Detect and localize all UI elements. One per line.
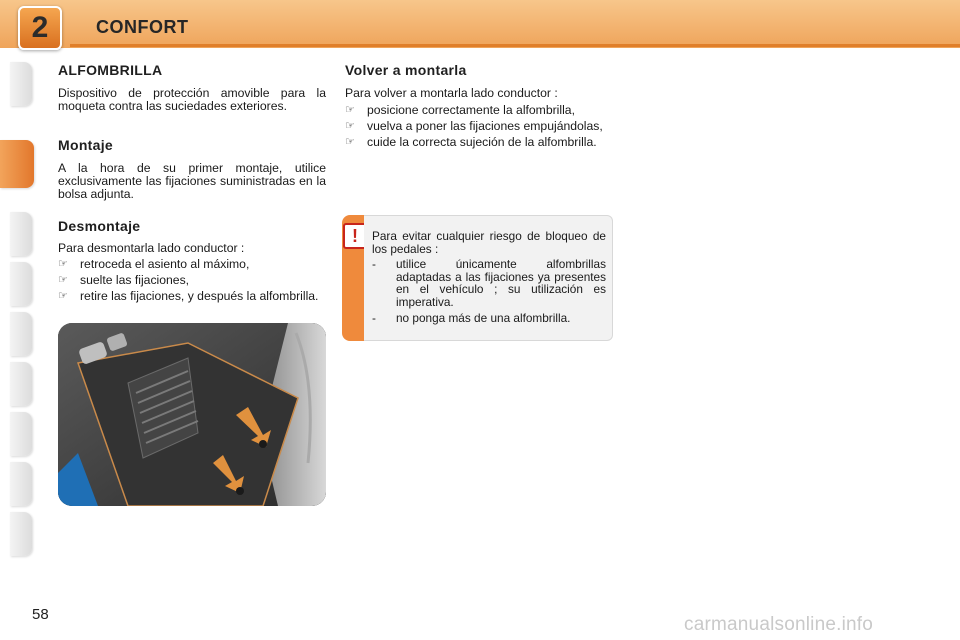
warning-box xyxy=(342,215,614,341)
pointing-finger-icon: ☞ xyxy=(58,258,68,270)
chapter-tab-5[interactable] xyxy=(10,312,32,356)
pointing-finger-icon: ☞ xyxy=(345,104,355,116)
list-item: - no ponga más de una alfombrilla. xyxy=(372,310,571,325)
list-item: - utilice únicamente alfombrillas adaptadas a las fijaciones ya presentes en el vehículo ; su utilización es imperativa. xyxy=(372,257,606,309)
header-rule xyxy=(70,44,960,47)
list-item: ☞ cuide la correcta sujeción de la alfombrilla. xyxy=(345,135,597,149)
page-number: 58 xyxy=(32,606,49,623)
desmontaje-intro: Para desmontarla lado conductor : xyxy=(58,241,245,255)
chapter-title: CONFORT xyxy=(96,17,189,37)
chapter-tab-4[interactable] xyxy=(10,262,32,306)
watermark: carmanualsonline.info xyxy=(684,614,874,635)
pointing-finger-icon: ☞ xyxy=(345,136,355,148)
list-item: ☞ retroceda el asiento al máximo, xyxy=(58,257,250,271)
volver-steps xyxy=(345,104,615,152)
montaje-heading: Montaje xyxy=(58,137,113,153)
chapter-tab-9[interactable] xyxy=(10,512,32,556)
dash-marker: - xyxy=(372,310,376,325)
floor-mat-photo xyxy=(58,323,326,506)
montaje-paragraph: A la hora de su primer montaje, utilice exclusivamente las fijaciones suministradas en la bolsa adjunta. xyxy=(58,161,326,201)
intro-paragraph: Dispositivo de protección amovible para la moqueta contra las suciedades exteriores. xyxy=(58,86,326,113)
warning-intro: Para evitar cualquier riesgo de bloqueo de los pedales : xyxy=(372,229,606,256)
volver-intro: Para volver a montarla lado conductor : xyxy=(345,86,558,100)
chapter-number-badge xyxy=(18,6,62,50)
dash-marker: - xyxy=(372,257,376,272)
warning-icon: ! xyxy=(343,223,367,249)
floor-mat-illustration xyxy=(58,323,326,506)
pointing-finger-icon: ☞ xyxy=(58,290,68,302)
chapter-tab-8[interactable] xyxy=(10,462,32,506)
chapter-tab-2[interactable] xyxy=(0,140,34,188)
volver-heading: Volver a montarla xyxy=(345,62,467,78)
list-item: ☞ retire las fijaciones, y después la alfombrilla. xyxy=(58,289,319,303)
pointing-finger-icon: ☞ xyxy=(345,120,355,132)
list-item: ☞ vuelva a poner las fijaciones empujándolas, xyxy=(345,119,603,133)
chapter-tabs xyxy=(0,62,34,572)
chapter-tab-3[interactable] xyxy=(10,212,32,256)
warning-content xyxy=(364,215,613,341)
warning-list xyxy=(372,258,606,324)
desmontaje-steps xyxy=(58,258,326,306)
warning-text xyxy=(372,230,606,327)
chapter-tab-1[interactable] xyxy=(10,62,32,106)
list-item: ☞ posicione correctamente la alfombrilla, xyxy=(345,103,575,117)
chapter-tab-7[interactable] xyxy=(10,412,32,456)
chapter-tab-6[interactable] xyxy=(10,362,32,406)
desmontaje-heading: Desmontaje xyxy=(58,218,141,234)
pointing-finger-icon: ☞ xyxy=(58,274,68,286)
chapter-number: 2 xyxy=(31,11,49,44)
section-title: ALFOMBRILLA xyxy=(58,62,163,78)
list-item: ☞ suelte las fijaciones, xyxy=(58,273,190,287)
